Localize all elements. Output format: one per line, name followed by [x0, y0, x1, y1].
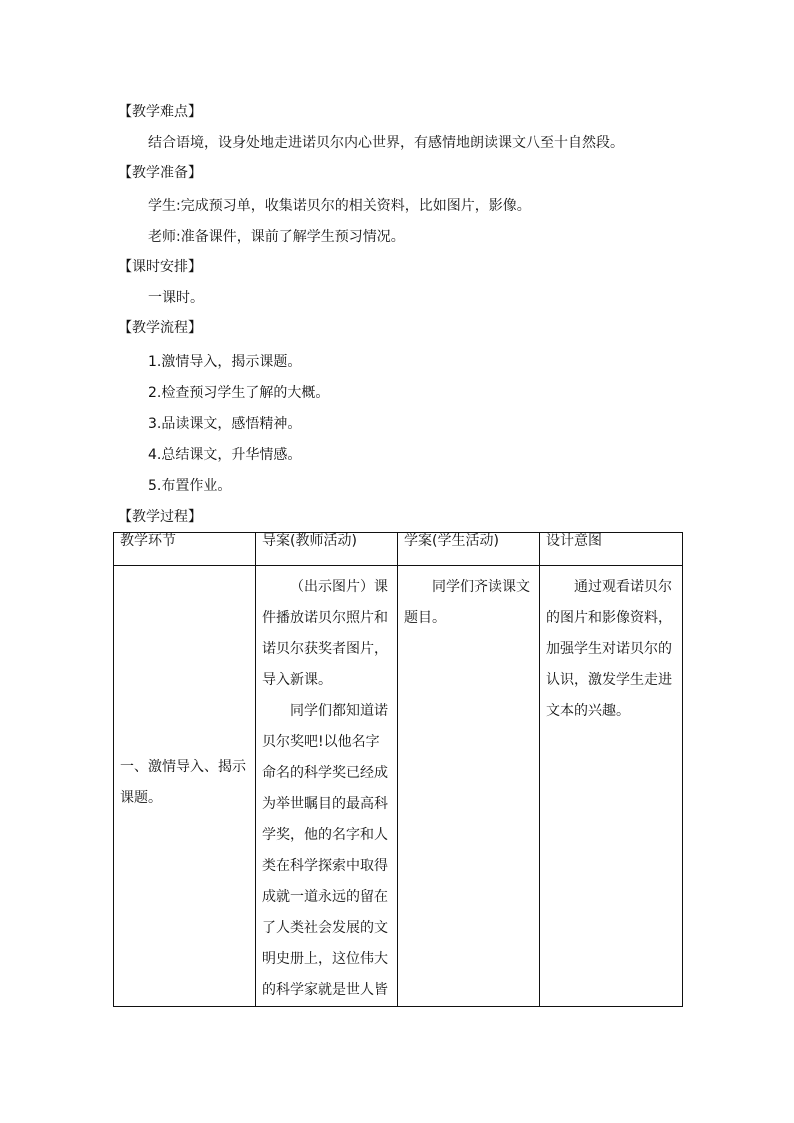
preparation-teacher: 老师:准备课件，课前了解学生预习情况。: [148, 229, 405, 245]
teacher-line: 了人类社会发展的文: [262, 920, 388, 936]
section-heading-flow: 【教学流程】: [118, 320, 202, 336]
flow-item: 1.激情导入，揭示课题。: [148, 354, 302, 370]
teacher-line: 为举世瞩目的最高科: [262, 796, 388, 812]
preparation-student: 学生:完成预习单，收集诺贝尔的相关资料，比如图片，影像。: [148, 198, 531, 214]
header-cell: 教学环节: [114, 533, 256, 566]
flow-item: 3.品读课文，感悟精神。: [148, 416, 302, 432]
teacher-line: 学奖，他的名字和人: [262, 827, 388, 843]
section-heading-difficulty: 【教学难点】: [118, 104, 202, 120]
teacher-line: 导入新课。: [262, 672, 332, 688]
flow-item: 5.布置作业。: [148, 478, 232, 494]
teacher-line: 成就一道永远的留在: [262, 889, 388, 905]
section-heading-preparation: 【教学准备】: [118, 165, 202, 181]
flow-item: 4.总结课文，升华情感。: [148, 447, 302, 463]
teacher-line: 贝尔奖吧!以他名字: [262, 734, 380, 750]
intent-line: 认识，激发学生走进: [546, 672, 672, 688]
teacher-activity-cell: [256, 566, 398, 1007]
teacher-line: （出示图片）课: [290, 579, 388, 595]
header-cell: 设计意图: [540, 533, 683, 566]
intent-line: 文本的兴趣。: [546, 703, 630, 719]
difficulty-text: 结合语境，设身处地走进诺贝尔内心世界，有感情地朗读课文八至十自然段。: [148, 135, 624, 151]
teacher-line: 件播放诺贝尔照片和: [262, 610, 388, 626]
teacher-line: 命名的科学奖已经成: [262, 765, 388, 781]
section-heading-process: 【教学过程】: [118, 509, 202, 525]
table-row: [114, 566, 683, 1007]
teacher-line: 诺贝尔获奖者图片，: [262, 641, 388, 657]
table-header-row: [114, 533, 683, 566]
header-cell: 导案(教师活动): [256, 533, 398, 566]
teacher-line: 的科学家就是世人皆: [262, 982, 388, 998]
intent-line: 通过观看诺贝尔: [574, 579, 672, 595]
student-line: 题目。: [404, 610, 446, 626]
stage-line: 课题。: [120, 790, 162, 806]
header-cell: 学案(学生活动): [398, 533, 540, 566]
intent-line: 加强学生对诺贝尔的: [546, 641, 672, 657]
schedule-text: 一课时。: [148, 290, 204, 306]
flow-item: 2.检查预习学生了解的大概。: [148, 385, 330, 401]
teacher-line: 同学们都知道诺: [290, 703, 388, 719]
section-heading-schedule: 【课时安排】: [118, 259, 202, 275]
stage-cell: [114, 566, 256, 1007]
process-table: [113, 532, 683, 1007]
student-line: 同学们齐读课文: [432, 579, 530, 595]
student-activity-cell: [398, 566, 540, 1007]
teacher-line: 明史册上，这位伟大: [262, 951, 388, 967]
stage-line: 一、激情导入、揭示: [120, 759, 246, 775]
teacher-line: 类在科学探索中取得: [262, 858, 388, 874]
design-intent-cell: [540, 566, 683, 1007]
intent-line: 的图片和影像资料，: [546, 610, 672, 626]
